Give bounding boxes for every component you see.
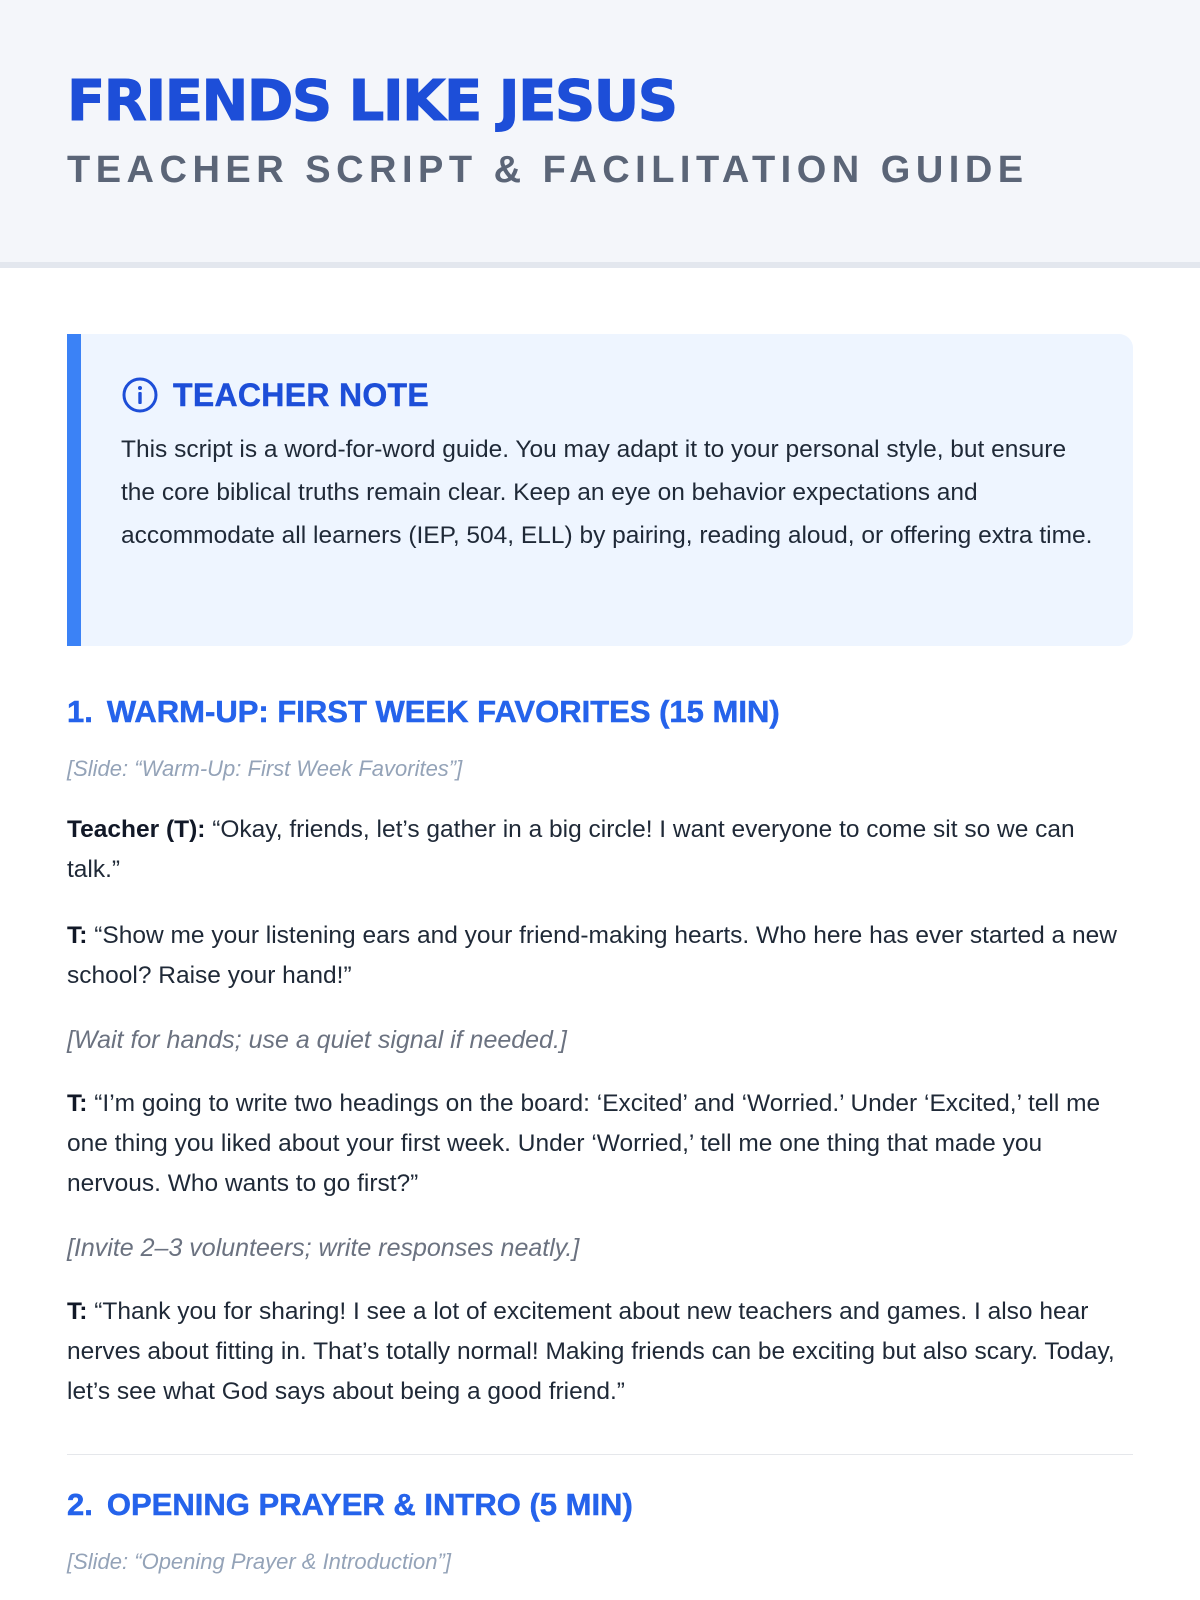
teacher-note-body: This script is a word-for-word guide. You may adapt it to your personal style, but ensure the core biblical truths remain clear. Keep an eye on behavior expectations and accommodate all learners (IEP, 504, ELL) by pairing, reading aloud, or offering extra time. — [121, 436, 1093, 549]
section-number: 2. — [67, 1487, 93, 1522]
info-circle-icon — [121, 376, 159, 414]
section-divider — [67, 1454, 1133, 1455]
script-text: “Show me your listening ears and your friend-making hearts. Who here has ever started a new school? Raise your hand!” — [67, 922, 1117, 989]
script-text: “I’m going to write two headings on the board: ‘Excited’ and ‘Worried.’ Under ‘Excited,’ tell me one thing you liked about your first week. Under ‘Worried,’ tell me one thing that made you nervous. Who wants to go first?” — [67, 1090, 1101, 1197]
script-line — [67, 1292, 1133, 1412]
script-text: “Okay, friends, let’s gather in a big circle! I want everyone to come sit so we can talk.” — [67, 816, 1075, 883]
section-heading-warm-up — [67, 692, 1133, 732]
teacher-note-title: TEACHER NOTE — [173, 376, 430, 413]
slide-cue: [Slide: “Warm-Up: First Week Favorites”] — [67, 756, 463, 781]
stage-direction: [Invite 2–3 volunteers; write responses neatly.] — [67, 1234, 580, 1262]
script-text: “Thank you for sharing! I see a lot of excitement about new teachers and games. I also hear nerves about fitting in. That’s totally normal! Making friends can be exciting but also scary. Today, let’s see what God says about being a good friend.” — [67, 1298, 1115, 1405]
page-subtitle: TEACHER SCRIPT & FACILITATION GUIDE — [67, 149, 1029, 191]
section-number: 1. — [67, 694, 93, 729]
teacher-note-callout — [67, 334, 1133, 646]
script-line — [67, 1084, 1133, 1204]
teacher-note-header — [121, 374, 1093, 416]
script-line — [67, 810, 1133, 890]
page-title: FRIENDS LIKE JESUS — [67, 69, 677, 134]
slide-cue: [Slide: “Opening Prayer & Introduction”] — [67, 1549, 451, 1574]
speaker-label: T: — [67, 1298, 88, 1325]
page-header — [0, 0, 1200, 268]
script-line — [67, 916, 1133, 996]
section-heading-opening-prayer — [67, 1485, 1133, 1525]
stage-direction: [Wait for hands; use a quiet signal if needed.] — [67, 1026, 567, 1054]
document-body — [0, 268, 1200, 1577]
section-title: WARM-UP: FIRST WEEK FAVORITES (15 MIN) — [106, 694, 780, 729]
speaker-label: Teacher (T): — [67, 816, 206, 843]
speaker-label: T: — [67, 1090, 88, 1117]
speaker-label: T: — [67, 922, 88, 949]
section-title: OPENING PRAYER & INTRO (5 MIN) — [106, 1487, 633, 1522]
